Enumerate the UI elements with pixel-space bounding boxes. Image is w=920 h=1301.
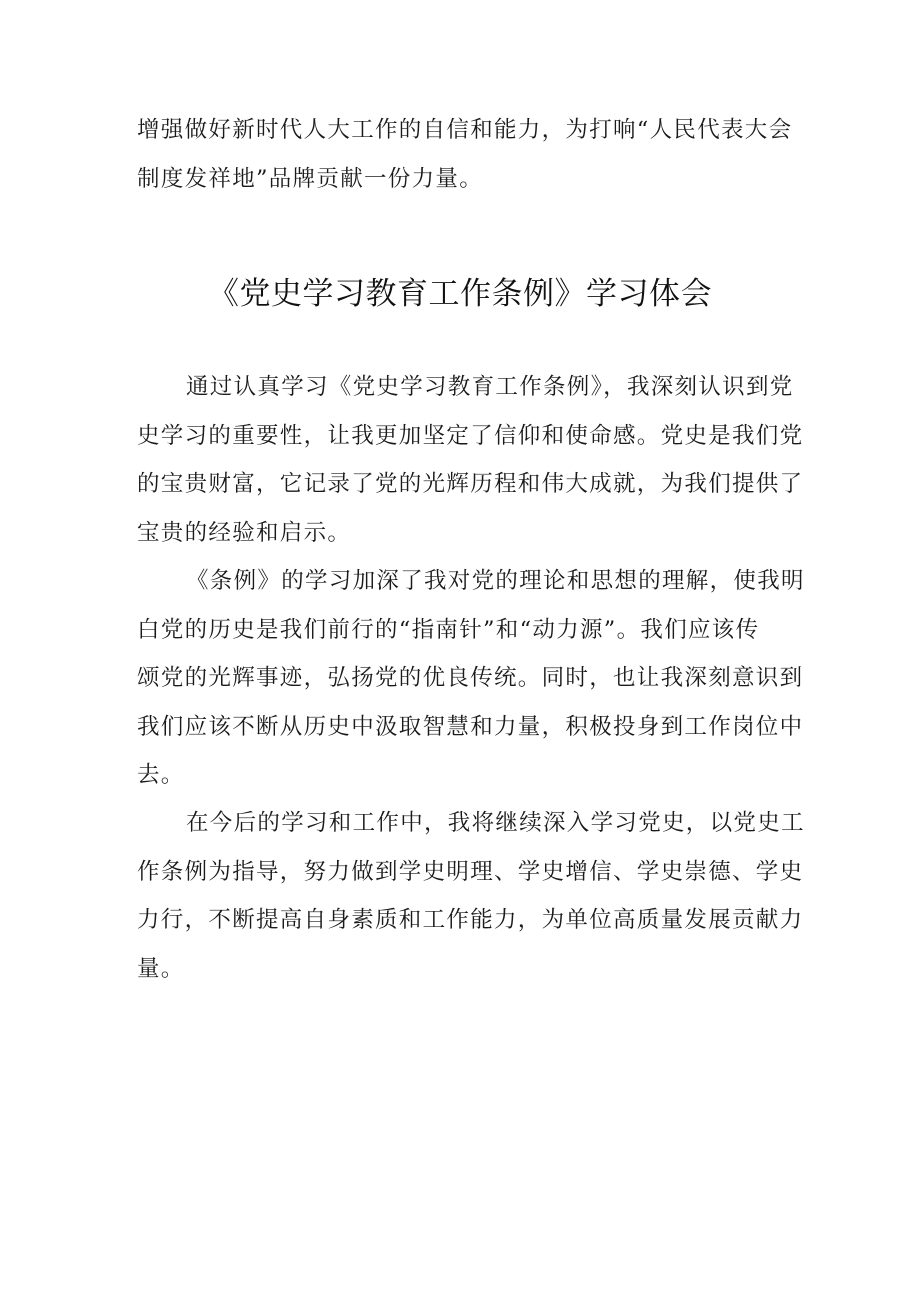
intro-paragraph [137,106,793,203]
document-title: 《党史学习教育工作条例》学习体会 [208,276,712,312]
paragraph-line: 宝贵的经验和启示。 [137,519,352,546]
paragraph-line: 我们应该不断从历史中汲取智慧和力量，积极投身到工作岗位中 [137,713,804,740]
paragraph-line: 去。 [137,762,185,788]
paragraph-line: 通过认真学习《党史学习教育工作条例》，我深刻认识到党 [186,374,794,400]
paragraph-line: 在今后的学习和工作中，我将继续深入学习党史，以党史工 [186,810,805,836]
intro-line: 制度发祥地”品牌贡献一份力量。 [137,165,484,192]
intro-line: 增强做好新时代人大工作的自信和能力，为打响“人民代表大会 [137,117,793,143]
paragraph-line: 《条例》的学习加深了我对党的理论和思想的理解，使我明 [186,568,805,594]
paragraph-line: 作条例为指导，努力做到学史明理、学史增信、学史崇德、学史 [137,858,804,885]
paragraph-line: 力行，不断提高自身素质和工作能力，为单位高质量发展贡献力 [137,907,804,933]
paragraph-line: 的宝贵财富，它记录了党的光辉历程和伟大成就，为我们提供了 [137,471,804,497]
body-paragraph-2 [137,557,805,800]
body-paragraph-3 [137,799,805,993]
paragraph-line: 白党的历史是我们前行的“指南针”和“动力源”。我们应该传 [137,616,760,643]
paragraph-line: 史学习的重要性，让我更加坚定了信仰和使命感。党史是我们党 [137,422,804,449]
paragraph-line: 量。 [137,955,185,982]
body-paragraph-1 [137,363,804,557]
paragraph-line: 颂党的光辉事迹，弘扬党的优良传统。同时，也让我深刻意识到 [137,665,804,691]
